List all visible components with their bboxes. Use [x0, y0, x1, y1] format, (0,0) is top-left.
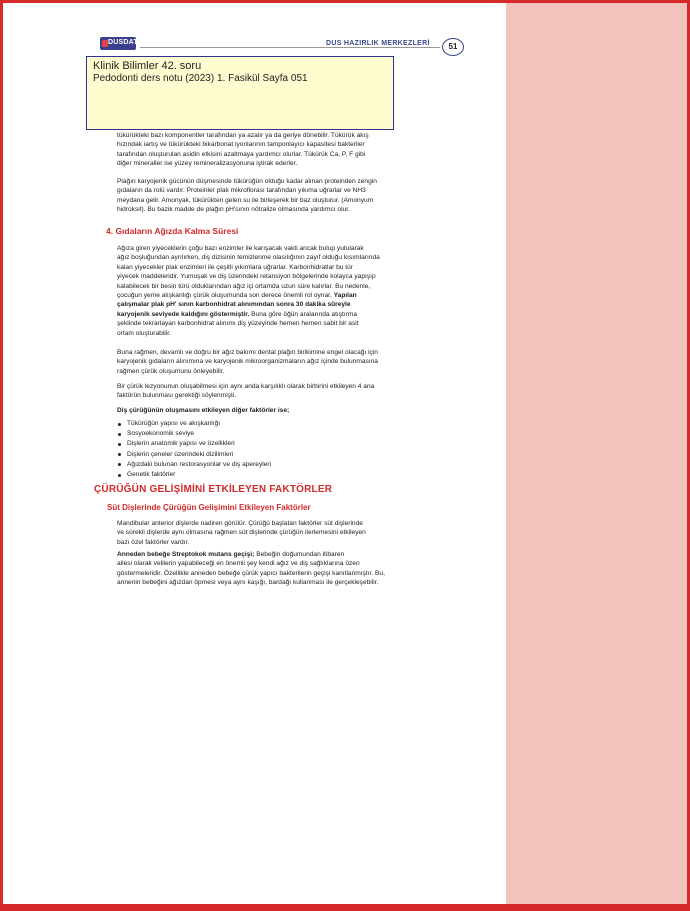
text-line: Bir çürük lezyonunun oluşabilmesi için aynı anda karşılıklı olarak birbirini etkileyen 4 ana — [117, 383, 375, 390]
text-line: kalabilecek bir besin türü olduklarından ağız içi ortamda uzun süre kalırlar. Bu nedenle, — [117, 282, 371, 290]
text-line: ve sürekli dişlerde aynı olmasına rağmen süt dişlerinde çürüğün ilerlemesini etkileyen — [117, 529, 366, 537]
bold-text: Anneden bebeğe Streptokok mutans geçişi; — [117, 551, 255, 558]
text-line: Ağıza giren yiyeceklerin çoğu bazı enzimler ile karışacak vakti ancak bulup yutularak — [117, 245, 364, 252]
text-line: ağız boşluğundan ayrılırken, diş dizisinin temizlenme olasılığının zayıf olduğu kısımlarında — [117, 254, 380, 262]
header-title: DUS HAZIRLIK MERKEZLERİ — [326, 40, 430, 47]
text-line: diğer mineraller ise yüzey remineralizasyonuna iştirak ederler. — [117, 160, 298, 168]
main-heading: ÇÜRÜĞÜN GELİŞİMİNİ ETKİLEYEN FAKTÖRLER — [94, 484, 333, 495]
paragraph-oral-care — [117, 348, 388, 376]
text-line — [117, 310, 388, 319]
text-span: Buna göre öğün aralarında atıştırma — [249, 310, 358, 318]
list-item: Tükürüğün yapısı ve akışkanlığı — [117, 419, 271, 429]
list-item: Genetik faktörler — [117, 470, 271, 480]
page-number: 51 — [442, 38, 464, 56]
source-note-subtitle: Pedodonti ders notu (2023) 1. Fasikül Sayfa 051 — [93, 73, 308, 84]
bottom-bar — [0, 904, 690, 911]
text-line: Mandibular anterior dişlerde nadiren görülür. Çürüğü başlatan faktörler süt dişlerinde — [117, 520, 363, 527]
text-line: Buna rağmen, devamlı ve doğru bir ağız bakımı dental plağın birikimine engel olacağı için — [117, 349, 378, 356]
text-line: gıdaların da rolü vardır. Proteinler plak mikroflorası tarafından yıkıma uğrarlar ve NH3 — [117, 187, 366, 195]
text-line: bazı özel faktörler vardır. — [117, 538, 190, 546]
paragraph-mutans-transmission — [117, 550, 388, 588]
list-item: Dişlerin çeneler üzerindeki dizilimleri — [117, 450, 271, 460]
text-line: annenin bebeğini ağızdan öpmesi veya aynı kaşığı, bardağı kullanması ile gerçekleşebilir. — [117, 579, 379, 587]
text-line: faktörün bulunması gerektiği söylenmişti. — [117, 392, 237, 400]
paragraph-retention — [117, 244, 388, 338]
source-note-title: Klinik Bilimler 42. soru — [93, 60, 202, 72]
paragraph-milk-teeth — [117, 519, 388, 547]
text-span: Bebeğin doğumundan itibaren — [254, 551, 345, 558]
text-line: tükürükteki bazı komponentler tarafından ya azalır ya da geriye dönebilir. Tükürük akış — [117, 132, 369, 140]
bold-text: çalışmalar plak pH' sının karbonhidrat alınımından sonra 30 dakika süreyle — [117, 301, 351, 309]
factors-list — [117, 419, 271, 480]
bold-text: karyojenik seviyede kaldığını göstermiştir. — [117, 310, 250, 318]
text-line: meydana gelir. Amonyak, tükürükten gelen su ile birleşerek bir baz oluşturur. (Amonyum — [117, 196, 374, 204]
text-line: yiyecek maddeleridir. Yumuşak ve diş üzerindeki retansiyon bölgelerinde kolayca yapışıp — [117, 273, 376, 281]
publisher-logo — [100, 37, 143, 51]
text-line: tarafından oluşturulan asidin etkisini azaltmaya yardımcı olurlar. Tükürük Ca, P, F gibi — [117, 150, 366, 158]
text-line: ortam oluşturabilir. — [117, 329, 171, 337]
text-line — [117, 291, 388, 300]
text-line: Plağın karyojenik gücünün düşmesinde tükürüğün olduğu kadar alınan proteinden zengin — [117, 178, 377, 185]
header-rule — [140, 47, 440, 48]
text-span: çocuğun yeme alışkanlığı çürük oluşumunda son derece önemli rol oynar. — [117, 292, 334, 300]
text-line: göstermeleridir. Özellikle anneden bebeğe çürük yapıcı bakterilerin geçişi kanıtlanmıştır. Bu, — [117, 569, 385, 577]
factors-list-title: Diş çürüğünün oluşmasını etkileyen diğer faktörler ise; — [117, 407, 290, 414]
bold-text: Yapılan — [333, 292, 357, 300]
text-line: hızındak iartış ve tükürükteki bikarbonat iyonlarının tamponlayıcı kapasitesi bakteriler — [117, 141, 365, 149]
paragraph-plaque — [117, 177, 388, 215]
section-heading: 4. Gıdaların Ağızda Kalma Süresi — [106, 226, 239, 236]
text-line: kalan yiyecekler plak enzimleri ile çeşitli yıkımlara uğrarlar. Karbonhidratlar bu tür — [117, 263, 354, 271]
text-line: ailesi olarak velilerin yapabileceği en önemli şey kendi ağız ve diş sağlıklarına özen — [117, 560, 360, 568]
text-line: hidroksit). Bu bazik madde de plağın pH'sının nötralize olmasında yardımcı olur. — [117, 206, 350, 214]
list-item: Dişlerin anatomik yapısı ve özellikleri — [117, 439, 271, 449]
paragraph-four-factors — [117, 382, 388, 401]
list-item: Sosyoekonomik seviye — [117, 429, 271, 439]
side-panel — [506, 3, 687, 905]
source-note-box — [86, 56, 394, 130]
text-line: rağmen çürük oluşumunu önleyebilir. — [117, 367, 225, 375]
logo-text: DUSDATA — [108, 39, 143, 46]
sub-heading: Süt Dişlerinde Çürüğün Gelişimini Etkileyen Faktörler — [107, 503, 311, 512]
text-line: şeklinde tekrarlayan karbonhidrat alınımı diş yüzeyinde hemen hemen sabit bir asit — [117, 320, 359, 328]
text-line — [117, 550, 388, 559]
text-line: karyojenik gıdaların alınımına ve karyojenik mikroorganizmaların ağız içinde bulunmasına — [117, 358, 378, 366]
list-item: Ağızdaki bulunan restorasyonlar ve diş apereyleri — [117, 460, 271, 470]
